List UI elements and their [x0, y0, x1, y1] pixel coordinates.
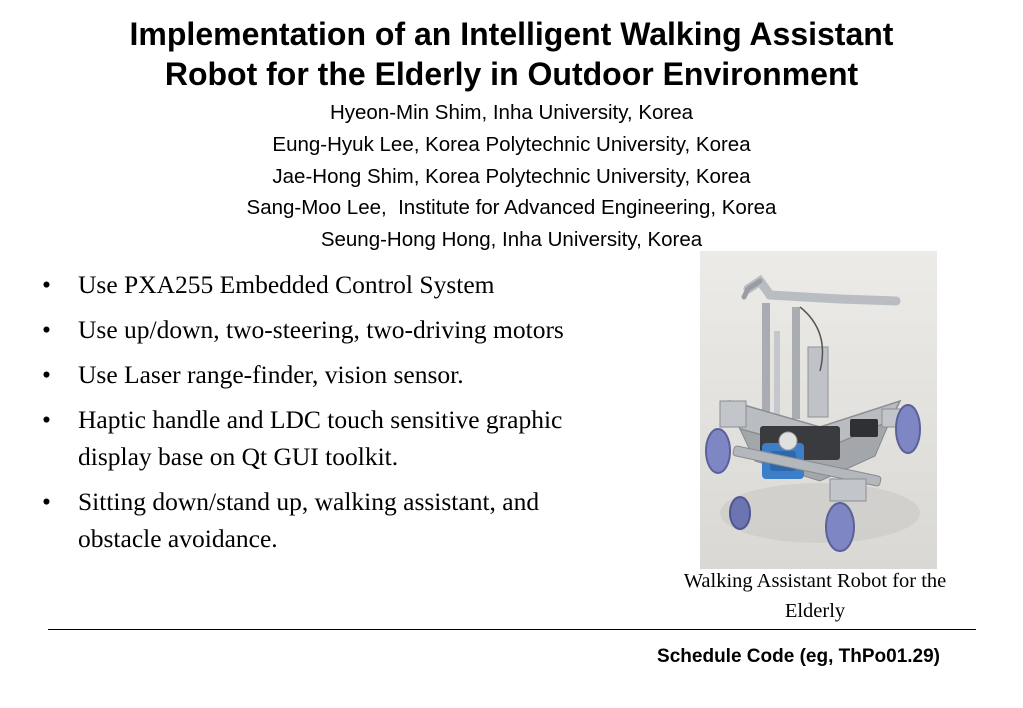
author-line: Sang-Moo Lee, Institute for Advanced Engineering, Korea [246, 196, 777, 220]
title-line-1: Implementation of an Intelligent Walking Assistant [129, 16, 894, 52]
schedule-code: Schedule Code (eg, ThPo01.29) [657, 646, 940, 667]
feature-bullet-list [38, 266, 618, 565]
title-line-2: Robot for the Elderly in Outdoor Environment [164, 56, 859, 92]
author-line: Eung-Hyuk Lee, Korea Polytechnic University, Korea [272, 132, 751, 156]
bullet-item: • Use up/down, two-steering, two-driving motors [38, 311, 618, 348]
footer-divider [48, 629, 976, 630]
bullet-item: • Use Laser range-finder, vision sensor. [38, 356, 618, 393]
figure-caption: Walking Assistant Robot for the Elderly [683, 570, 947, 622]
page-title [0, 14, 1023, 94]
author-line: Hyeon-Min Shim, Inha University, Korea [329, 101, 694, 124]
bullet-item: • Haptic handle and LDC touch sensitive graphic display base on Qt GUI toolkit. [38, 401, 618, 475]
bullet-item: • Sitting down/stand up, walking assistant, and obstacle avoidance. [38, 483, 618, 557]
author-list [0, 97, 1023, 256]
author-line: Jae-Hong Shim, Korea Polytechnic University, Korea [272, 164, 751, 188]
robot-photo [700, 251, 937, 569]
bullet-item: • Use PXA255 Embedded Control System [38, 266, 618, 303]
author-line: Seung-Hong Hong, Inha University, Korea [320, 228, 703, 252]
